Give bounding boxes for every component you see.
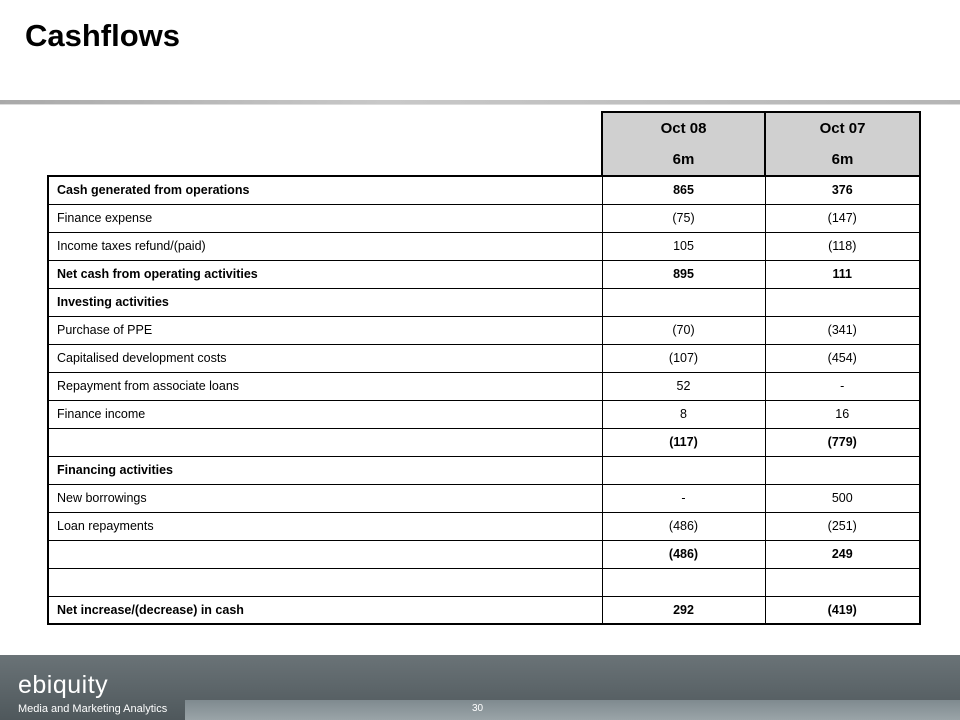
table-row <box>48 288 920 316</box>
footer-tagline: Media and Marketing Analytics <box>18 703 168 715</box>
row-value-oct07: - <box>765 372 920 400</box>
header-oct08-duration: 6m <box>672 151 695 168</box>
row-value-oct07: (341) <box>765 316 920 344</box>
row-label: Finance expense <box>48 204 602 232</box>
row-value-oct07 <box>765 456 920 484</box>
row-value-oct08 <box>602 568 765 596</box>
row-value-oct07: (419) <box>765 596 920 624</box>
row-label: Repayment from associate loans <box>48 372 602 400</box>
row-value-oct08: 895 <box>602 260 765 288</box>
row-value-oct08: 52 <box>602 372 765 400</box>
table-header-row <box>48 112 920 176</box>
row-label <box>48 428 602 456</box>
row-label <box>48 540 602 568</box>
page-number: 30 <box>472 703 484 714</box>
table-row <box>48 260 920 288</box>
row-value-oct07: 249 <box>765 540 920 568</box>
row-label: Capitalised development costs <box>48 344 602 372</box>
row-value-oct07: (251) <box>765 512 920 540</box>
row-value-oct08: (75) <box>602 204 765 232</box>
row-value-oct08: (486) <box>602 540 765 568</box>
table-row <box>48 344 920 372</box>
row-label: Income taxes refund/(paid) <box>48 232 602 260</box>
row-value-oct07: (118) <box>765 232 920 260</box>
table-row <box>48 512 920 540</box>
row-value-oct08 <box>602 456 765 484</box>
row-label: Net increase/(decrease) in cash <box>48 596 602 624</box>
row-value-oct08: (70) <box>602 316 765 344</box>
row-value-oct07: 376 <box>765 176 920 204</box>
ebiquity-logo: ebiquity <box>18 671 109 699</box>
row-value-oct07 <box>765 568 920 596</box>
table-row <box>48 456 920 484</box>
row-label: Investing activities <box>48 288 602 316</box>
row-label: Financing activities <box>48 456 602 484</box>
row-value-oct07 <box>765 288 920 316</box>
table-row <box>48 540 920 568</box>
row-value-oct07: (147) <box>765 204 920 232</box>
title-divider <box>0 100 960 104</box>
cashflow-table <box>47 111 921 625</box>
header-oct07-period: Oct 07 <box>819 120 866 137</box>
row-value-oct08 <box>602 288 765 316</box>
table-row <box>48 372 920 400</box>
row-label <box>48 568 602 596</box>
row-value-oct08: (107) <box>602 344 765 372</box>
header-oct08-period: Oct 08 <box>660 120 707 137</box>
footer-strip <box>185 700 960 720</box>
table-row <box>48 400 920 428</box>
row-value-oct07: 500 <box>765 484 920 512</box>
row-value-oct07: (454) <box>765 344 920 372</box>
row-value-oct08: (117) <box>602 428 765 456</box>
table-body <box>48 176 920 624</box>
row-value-oct07: 16 <box>765 400 920 428</box>
header-oct07-duration: 6m <box>831 151 854 168</box>
table-row <box>48 428 920 456</box>
header-oct08 <box>602 112 765 176</box>
row-value-oct07: (779) <box>765 428 920 456</box>
table-row <box>48 596 920 624</box>
page-title: Cashflows <box>25 18 181 53</box>
table-row <box>48 232 920 260</box>
row-label: Loan repayments <box>48 512 602 540</box>
table-row <box>48 204 920 232</box>
table-row <box>48 484 920 512</box>
row-label: Finance income <box>48 400 602 428</box>
row-label: Cash generated from operations <box>48 176 602 204</box>
header-blank-cell <box>48 112 602 176</box>
row-value-oct08: (486) <box>602 512 765 540</box>
row-value-oct08: 105 <box>602 232 765 260</box>
row-value-oct08: 865 <box>602 176 765 204</box>
row-value-oct08: 8 <box>602 400 765 428</box>
row-value-oct07: 111 <box>765 260 920 288</box>
row-label: New borrowings <box>48 484 602 512</box>
row-value-oct08: - <box>602 484 765 512</box>
table-row <box>48 568 920 596</box>
row-label: Purchase of PPE <box>48 316 602 344</box>
table-row <box>48 316 920 344</box>
row-label: Net cash from operating activities <box>48 260 602 288</box>
header-oct07 <box>765 112 920 176</box>
row-value-oct08: 292 <box>602 596 765 624</box>
table-row <box>48 176 920 204</box>
